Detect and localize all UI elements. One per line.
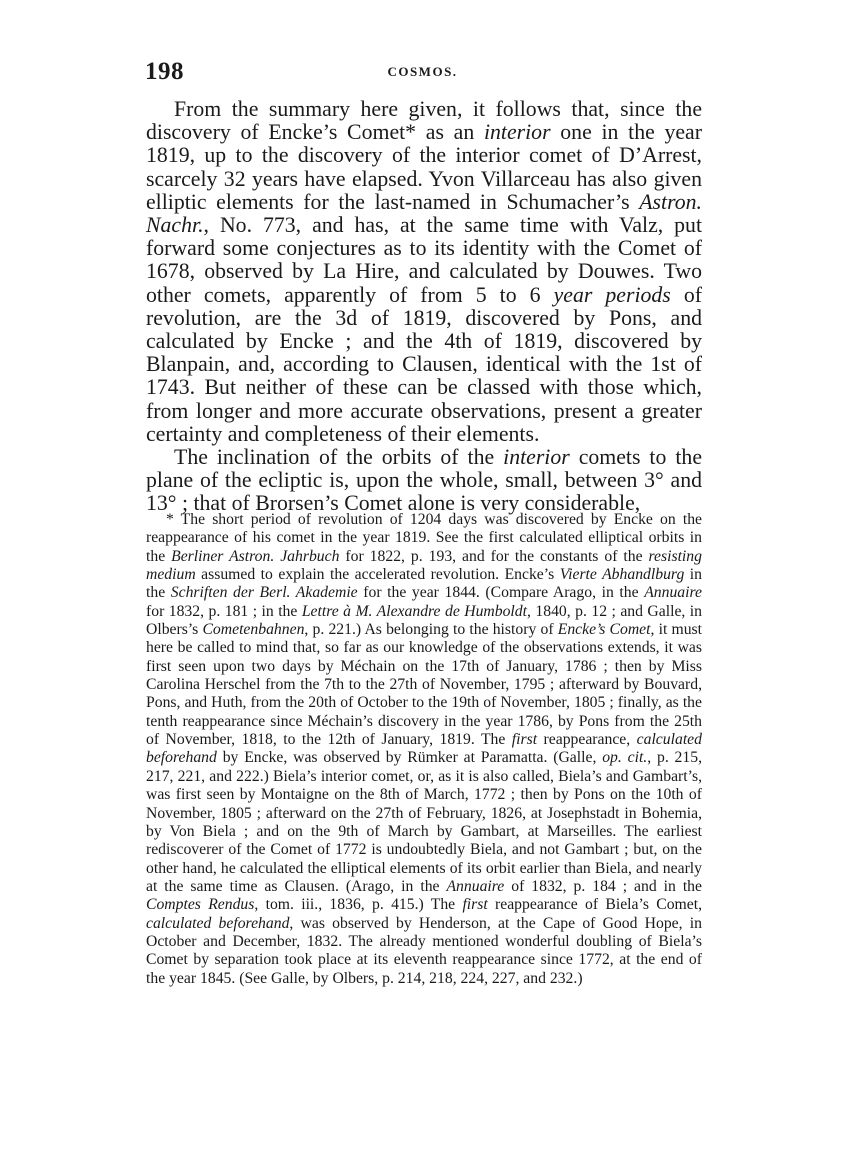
italic-text: first	[462, 896, 488, 914]
italic-text: Comptes Rendus	[146, 896, 255, 914]
page-number: 198	[145, 58, 184, 85]
running-title: COSMOS.	[387, 64, 458, 79]
italic-text: calculated beforehand	[146, 731, 702, 767]
italic-text: year periods	[553, 282, 671, 307]
page-header	[145, 58, 700, 88]
italic-text: calculated beforehand	[146, 914, 290, 932]
italic-text: Cometenbahnen	[202, 621, 305, 639]
footnote	[146, 511, 702, 988]
italic-text: Annuaire	[446, 877, 505, 895]
italic-text: Astron. Nachr.	[146, 189, 702, 238]
italic-text: Schriften der Berl. Akademie	[170, 584, 358, 602]
italic-text: first	[511, 731, 538, 749]
italic-text: Annuaire	[644, 584, 702, 602]
italic-text: Berliner Astron. Jahrbuch	[171, 547, 340, 565]
italic-text: interior	[503, 445, 570, 470]
italic-text: Lettre à M. Alexandre de Humboldt	[301, 602, 527, 620]
italic-text: op. cit.	[602, 749, 648, 767]
italic-text: Vierte Abhandlburg	[559, 566, 685, 584]
footnote-text: * The short period of revolution of 1204 days was discovered by Encke on the reappearance of his comet in the year 1819. See the first calculated elliptical orbits in the Berliner Astron. Jahrbuch for 1822, p. 193, and for the constants of the resisting medium assumed to explain the accelerated revolution. Encke’s Vierte Abhandlburg in the Schriften der Berl. Akademie for the year 1844. (Compare Arago, in the Annuaire for 1832, p. 181 ; in the Lettre à M. Alexandre de Humboldt, 1840, p. 12 ; and Galle, in Olbers’s Cometenbahnen, p. 221.) As belonging to the history of Encke’s Comet, it must here be called to mind that, so far as our knowledge of the observations extends, it was first seen upon two days by Méchain on the 17th of January, 1786 ; then by Miss Carolina Herschel from the 7th to the 27th of November, 1795 ; afterward by Bouvard, Pons, and Huth, from the 20th of October to the 19th of November, 1805 ; finally, as the tenth reappearance since Méchain’s discovery in the year 1786, by Pons from the 25th of November, 1818, to the 12th of January, 1819. The first reappearance, calculated beforehand by Encke, was observed by Rümker at Paramatta. (Galle, op. cit., p. 215, 217, 221, and 222.) Biela’s interior comet, or, as it is also called, Biela’s and Gambart’s, was first seen by Montaigne on the 8th of March, 1772 ; then by Pons on the 10th of November, 1805 ; afterward on the 27th of February, 1826, at Josephstadt in Bohemia, by Von Biela ; and on the 9th of March by Gambart, at Marseilles. The earliest rediscoverer of the Comet of 1772 is undoubtedly Biela, and not Gambart ; but, on the other hand, he calculated the elliptical elements of its orbit earlier than Biela, and nearly at the same time as Clausen. (Arago, in the Annuaire of 1832, p. 184 ; and in the Comptes Rendus, tom. iii., 1836, p. 415.) The first reappearance of Biela’s Comet, calculated beforehand, was observed by Henderson, at the Cape of Good Hope, in October and December, 1832. The already mentioned wonderful doubling of Biela’s Comet by separation took place at its eleventh reappearance since 1772, at the end of the year 1845. (See Galle, by Olbers, p. 214, 218, 224, 227, and 232.)	[146, 511, 703, 987]
main-text	[146, 98, 702, 516]
paragraph: The inclination of the orbits of the interior comets to the plane of the ecliptic is, upon the whole, small, between 3° and 13° ; that of Brorsen’s Comet alone is very considerable,	[146, 445, 702, 516]
italic-text: Encke’s Comet	[557, 621, 651, 639]
italic-text: interior	[483, 120, 551, 145]
italic-text: resisting medium	[146, 547, 702, 584]
paragraph: From the summary here given, it follows that, since the discovery of Encke’s Comet* as an interior one in the year 1819, up to the discovery of the interior comet of D’Arrest, scarcely 32 years have elapsed. Yvon Villarceau has also given elliptic elements for the last-named in Schumacher’s Astron. Nachr., No. 773, and has, at the same time with Valz, put forward some conjectures as to its identity with the Comet of 1678, observed by La Hire, and calculated by Douwes. Two other comets, apparently of from 5 to 6 year periods of revolution, are the 3d of 1819, discovered by Pons, and calculated by Encke ; and the 4th of 1819, discovered by Blanpain, and, according to Clausen, identical with the 1st of 1743. But neither of these can be classed with those which, from longer and more accurate observations, present a greater certainty and completeness of their elements.	[146, 97, 702, 446]
